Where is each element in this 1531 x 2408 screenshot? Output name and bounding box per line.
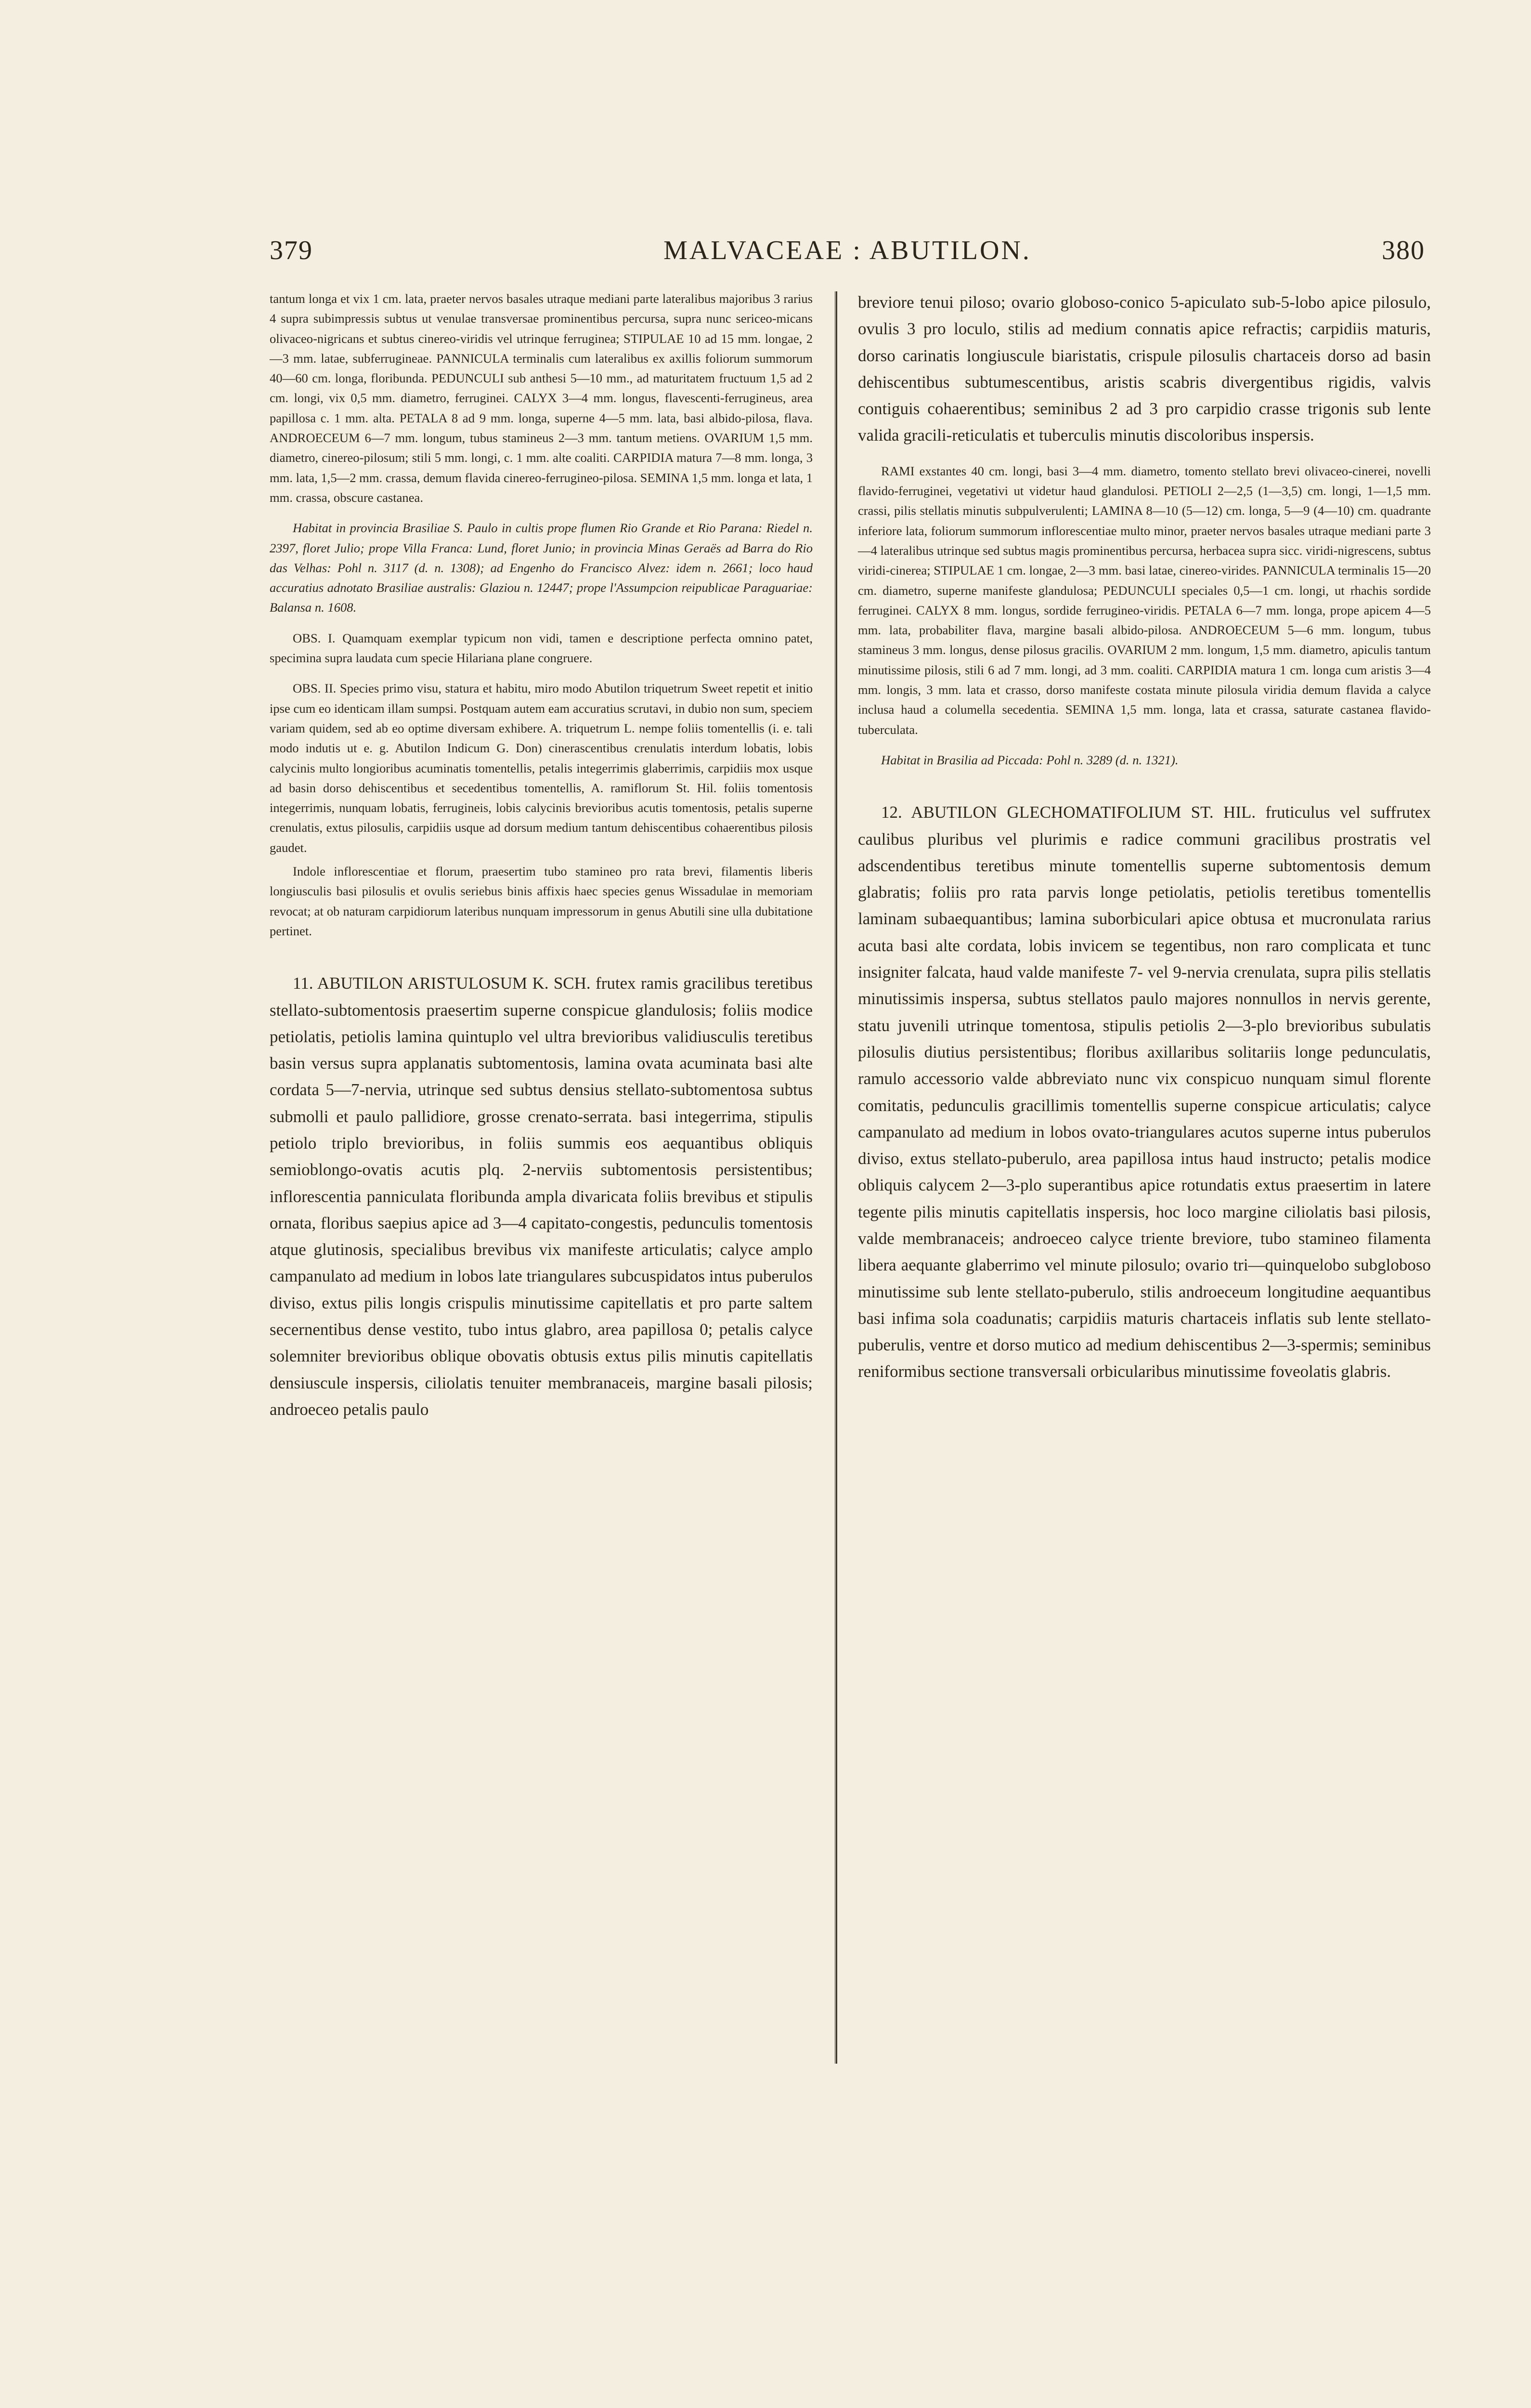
running-title: MALVACEAE : ABUTILON. <box>663 236 1031 265</box>
species-11-description: 11. ABUTILON ARISTULOSUM K. SCH. frutex ramis gracilibus teretibus stellato-subtomentosis praesertim superne conspicue glandulosis; foliis modice petiolatis, petiolis lamina quintuplo vel ultra brevioribus validiusculis teretibus basin versus supra applanatis subtomentosis, lamina ovata acuminata basi alte cordata 5—7-nervia, utrinque sed subtus densius stellato-subtomentosa subtus submolli et paulo pallidiore, grosse crenato-serrata. basi integerrima, stipulis petiolo triplo brevioribus, in foliis summis eos aequantibus obliquis semioblongo-ovatis acutis plq. 2-nerviis subtomentosis persistentibus; inflorescentia panniculata floribunda ampla divaricata foliis brevibus et stipulis ornata, floribus saepius apice ad 3—4 capitato-congestis, pedunculis tomentosis atque glutinosis, specialibus brevibus vix manifeste articulatis; calyce amplo campanulato ad medium in lobos late triangulares subcuspidatos intus puberulos diviso, extus pilis longis crispulis minutissime capitellatis et pro parte saltem secernentibus dense vestito, tubo intus glabro, area papillosa 0; petalis calyce solemniter brevioribus oblique obovatis obtusis extus pilis minutis capitellatis densiuscule inspersis, ciliolatis tenuiter membranaceis, margine basali pilosis; androeceo petalis paulo <box>270 974 813 1419</box>
species-12-description: 12. ABUTILON GLECHOMATIFOLIUM ST. HIL. fruticulus vel suffrutex caulibus pluribus vel plurimis e radice communi gracilibus prostratis vel adscendentibus teretibus minute tomentellis superne subtomentosis demum glabratis; foliis pro rata parvis longe petiolatis, petiolis teretibus tomentellis laminam subaequantibus; lamina suborbiculari apice obtusa et mucronulata rarius acuta basi alte cordata, lobis invicem se tegentibus, non raro complicata et tunc insigniter falcata, haud valde manifeste 7- vel 9-nervia crenulata, supra pilis stellatis minutissimis inspersa, subtus stellatos paulo majores nonnullos in nervis gerente, statu juvenili utrinque tomentosa, stipulis petiolis 2—3-plo brevioribus subulatis pilosulis diutius persistentibus; floribus axillaribus solitariis longe pedunculatis, ramulo accessorio valde abbreviato nunc vix conspicuo nunquam simul florente comitatis, pedunculis gracillimis tomentellis superne conspicue articulatis; calyce campanulato ad medium in lobos ovato-triangulares acutos superne intus puberulos diviso, extus stellato-puberulo, area papillosa intus haud instructo; petalis modice obliquis calycem 2—3-plo superantibus apice rotundatis extus praesertim in latere tegente pilis minutis capitellatis inspersis, hoc loco margine ciliolatis basi pilosis, valde membranaceis; androeceo calyce triente breviore, tubo stamineo filamenta libera aequante glaberrimo vel minute pilosulo; ovario tri—quinquelobo subgloboso minutissime sub lente stellato-puberulo, stilis androeceum longitudine aequantibus basi infima sola coadunatis; carpidiis maturis chartaceis inflatis sub lente stellato-puberulis, ventre et dorso mutico ad medium dehiscentibus 2—3-spermis; seminibus reniformibus sectione transversali orbicularibus minutissime foveolatis glabris. <box>858 803 1431 1381</box>
description-paragraph: tantum longa et vix 1 cm. lata, praeter nervos basales utraque mediani parte lateralibus majoribus 3 rarius 4 supra subimpressis subtus ut venulae transversae prominentibus percursa, supra nunc sericeo-micans olivaceo-nigricans et subtus cinereo-viridis vel utrinque ferruginea; STIPULAE 10 ad 15 mm. longae, 2—3 mm. latae, subferrugineae. PANNICULA terminalis cum lateralibus ex axillis foliorum summorum 40—60 cm. longa, floribunda. PEDUNCULI sub anthesi 5—10 mm., ad maturitatem fructuum 1,5 ad 2 cm. longi, vix 0,5 mm. diametro, ferruginei. CALYX 3—4 mm. longus, flavescenti-ferrugineus, area papillosa c. 1 mm. alta. PETALA 8 ad 9 mm. longa, superne 4—5 mm. lata, basi albido-pilosa, flava. ANDROECEUM 6—7 mm. longum, tubus stamineus 2—3 mm. tantum metiens. OVARIUM 1,5 mm. diametro, cinereo-pilosum; stili 5 mm. longi, c. 1 mm. alte coaliti. CARPIDIA matura 7—8 mm. longa, 3 mm. lata, 1,5—2 mm. crassa, demum flavida cinereo-ferrugineo-pilosa. SEMINA 1,5 mm. longa et lata, 1 mm. crassa, obscure castanea. <box>270 291 813 505</box>
page-number-right: 380 <box>1382 236 1425 265</box>
observation-1: OBS. I. Quamquam exemplar typicum non vidi, tamen e descriptione perfecta omnino patet, specimina supra laudata cum specie Hilariana plane congruere. <box>270 630 813 666</box>
running-header <box>270 235 1425 274</box>
species-11-details: RAMI exstantes 40 cm. longi, basi 3—4 mm. diametro, tomento stellato brevi olivaceo-cinerei, novelli flavido-ferruginei, vegetativi ut videtur haud glandulosi. PETIOLI 2—2,5 (1—3,5) cm. longi, 1—1,5 mm. crassi, pilis stellatis minutis subpulverulenti; LAMINA 8—10 (5—12) cm. longa, 5—9 (4—10) cm. quadrante inferiore lata, foliorum summorum inflorescentiae multo minor, praeter nervos basales utraque mediani parte 3—4 lateralibus utrinque sed subtus magis prominentibus percursa, herbacea supra sicc. viridi-nigrescens, subtus viridi-cinerea; STIPULAE 1 cm. longae, 2—3 mm. basi latae, cinereo-virides. PANNICULA terminalis 15—20 cm. diametro, superne manifeste glandulosa; PEDUNCULI speciales 0,5—1 cm. longi, ut rhachis sordide ferruginei. CALYX 8 mm. longus, sordide ferrugineo-viridis. PETALA 6—7 mm. longa, prope apicem 4—5 mm. lata, probabiliter flava, margine basali albido-pilosa. ANDROECEUM 5—6 mm. longum, tubus stamineus 3 mm. longus, dense pilosus gracilis. OVARIUM 2 mm. longum, 1,5 mm. diametro, apiculis tantum minutissime pilosis, stili 6 ad 7 mm. longi, ad 3 mm. coaliti. CARPIDIA matura 1 cm. longa cum aristis 3—4 mm. longis, 3 mm. lata et crasso, dorso manifeste costata minute pilosula viridia demum flavida a calyce inclusa haud a columella secedentia. SEMINA 1,5 mm. longa, lata et crassa, saturate castanea flavido-tuberculata. <box>858 463 1431 737</box>
species-11-continued: breviore tenui piloso; ovario globoso-conico 5-apiculato sub-5-lobo apice pilosulo, ovulis 3 pro loculo, stilis ad medium connatis apice refractis; carpidiis maturis, dorso carinatis longiuscule biaristatis, crispule pilosulis chartaceis dorso ad basin dehiscentibus subtumescentibus, aristis scabris divergentibus rigidis, valvis contiguis cohaerentibus; seminibus 2 ad 3 pro carpidio crasse trigonis sub lente valida gracili-reticulatis et tuberculis minutis discoloribus inspersis. <box>858 293 1431 445</box>
right-column <box>858 289 1431 1385</box>
observation-2: OBS. II. Species primo visu, statura et habitu, miro modo Abutilon triquetrum Sweet repetit et initio ipse cum eo identicam illam sumpsi. Postquam autem eam accuratius scrutavi, in dubio non sum, speciem variam quidem, sed ab eo optime diversam exhibere. A. triquetrum L. nempe foliis tomentellis (i. e. tali modo indutis ut e. g. Abutilon Indicum G. Don) cinerascentibus crenulatis interdum lobatis, lobis calycinis multo longioribus acuminatis tomentellis, petalis integerrimis glaberrimis, carpidiis mox usque ad basin dorso dehiscentibus et secedentibus tomentellis, A. ramiflorum St. Hil. foliis tomentosis integerrimis, nunquam lobatis, ferrugineis, lobis calycinis brevioribus acutis tomentosis, petalis superne crenulatis, extus pilosulis, carpidiis usque ad dorsum medium tantum dehiscentibus cohaerentibus pilosis gaudet. <box>270 681 813 855</box>
habitat-paragraph: Habitat in provincia Brasiliae S. Paulo in cultis prope flumen Rio Grande et Rio Parana: Riedel n. 2397, floret Julio; prope Villa Franca: Lund, floret Junio; in provincia Minas Geraës ad Barra do Rio das Velhas: Pohl n. 3117 (d. n. 1308); ad Engenho do Francisco Alvez: idem n. 2661; loco haud accuratius adnotato Brasiliae australis: Glaziou n. 12447; prope l'Assumpcion reipublicae Paraguariae: Balansa n. 1608. <box>270 521 813 615</box>
left-column <box>270 289 813 1423</box>
column-divider <box>835 291 837 2064</box>
observation-2-continued: Indole inflorescentiae et florum, praesertim tubo stamineo pro rata brevi, filamentis liberis longiusculis basi pilosulis et ovulis seriebus binis affixis haec species genus Wissadulae in memoriam revocat; at ob naturam carpidiorum lateribus nunquam impressorum in genus Abutili sine ulla dubitatione pertinet. <box>270 864 813 938</box>
page-number-left: 379 <box>270 236 313 265</box>
habitat-paragraph-right: Habitat in Brasilia ad Piccada: Pohl n. 3289 (d. n. 1321). <box>881 752 1179 767</box>
